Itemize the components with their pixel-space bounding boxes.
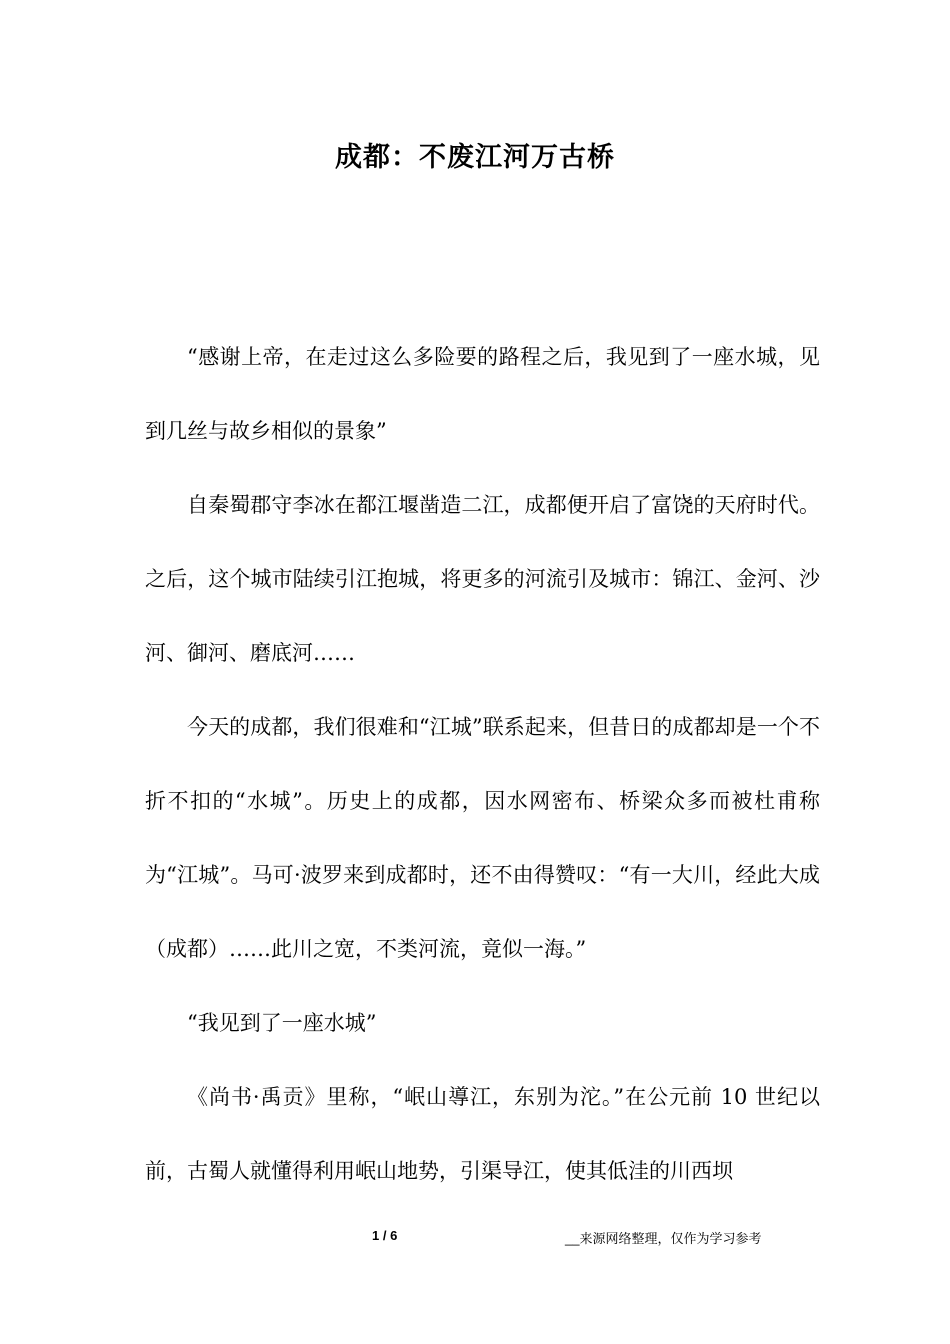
paragraph-3: 今天的成都，我们很难和“江城”联系起来，但昔日的成都却是一个不折不扣的“水城”。历史上的成都，因水网密布、桥梁众多而被杜甫称为“江城”。马可·波罗来到成都时，还不由得赞叹：“有一大川，经此大成（成都）……此川之宽，不类河流，竟似一海。” [145, 715, 820, 961]
paragraph-4: 《尚书·禹贡》里称，“岷山導江，东别为沱。”在公元前 10 世纪以前，古蜀人就懂得利用岷山地势，引渠导江，使其低洼的川西坝 [145, 1085, 820, 1183]
paragraph-2: 自秦蜀郡守李冰在都江堰凿造二江，成都便开启了富饶的天府时代。之后，这个城市陆续引江抱城，将更多的河流引及城市：锦江、金河、沙河、御河、磨底河…… [145, 493, 820, 665]
source-note: __来源网络整理，仅作为学习参考 [565, 1231, 762, 1246]
paragraph-1: “感谢上帝，在走过这么多险要的路程之后，我见到了一座水城，见到几丝与故乡相似的景象” [145, 345, 820, 443]
section-heading: “我见到了一座水城” [187, 1011, 377, 1035]
document-title: 成都：不废江河万古桥 [335, 142, 615, 173]
document-body [145, 320, 820, 1208]
page-footer [0, 1228, 950, 1252]
page-number: 1 / 6 [372, 1228, 398, 1243]
